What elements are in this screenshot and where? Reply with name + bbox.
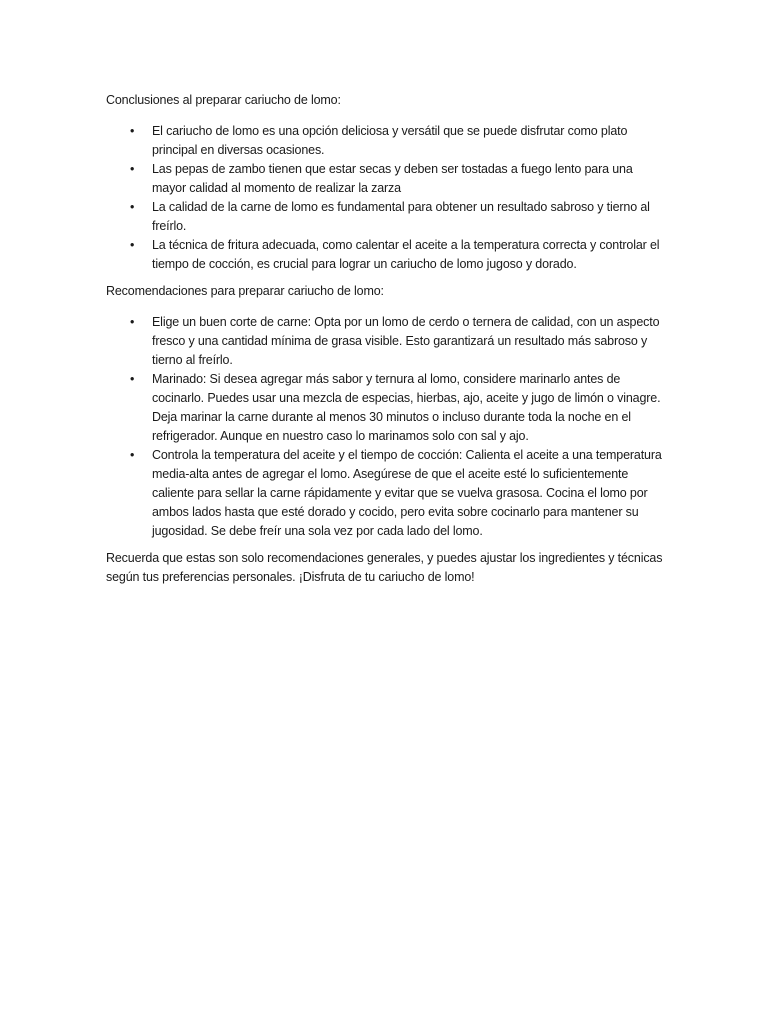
bullet-icon: • bbox=[130, 448, 135, 462]
bullet-icon: • bbox=[130, 238, 135, 252]
bullet-icon: • bbox=[130, 200, 135, 214]
recommendations-list bbox=[106, 313, 666, 541]
bullet-icon: • bbox=[130, 372, 135, 386]
list-item bbox=[106, 122, 666, 160]
list-item-text: Elige un buen corte de carne: Opta por un lomo de cerdo o ternera de calidad, con un aspecto fresco y una cantidad mínima de grasa visible. Esto garantizará un resultado más sabroso y tierno al freírlo. bbox=[152, 315, 660, 367]
list-item-text: La calidad de la carne de lomo es fundamental para obtener un resultado sabroso y tierno al freírlo. bbox=[152, 200, 650, 233]
list-item bbox=[106, 236, 666, 274]
closing-paragraph: Recuerda que estas son solo recomendaciones generales, y puedes ajustar los ingredientes y técnicas según tus preferencias personales. ¡Disfruta de tu cariucho de lomo! bbox=[106, 551, 663, 584]
bullet-icon: • bbox=[130, 162, 135, 176]
conclusions-list bbox=[106, 122, 666, 274]
list-item-text: La técnica de fritura adecuada, como calentar el aceite a la temperatura correcta y controlar el tiempo de cocción, es crucial para lograr un cariucho de lomo jugoso y dorado. bbox=[152, 238, 660, 271]
conclusions-heading: Conclusiones al preparar cariucho de lomo: bbox=[106, 93, 341, 107]
recommendations-heading: Recomendaciones para preparar cariucho de lomo: bbox=[106, 284, 384, 298]
list-item bbox=[106, 313, 666, 370]
list-item-text: El cariucho de lomo es una opción deliciosa y versátil que se puede disfrutar como plato principal en diversas ocasiones. bbox=[152, 124, 628, 157]
list-item-text: Las pepas de zambo tienen que estar secas y deben ser tostadas a fuego lento para una mayor calidad al momento de realizar la zarza bbox=[152, 162, 633, 195]
list-item bbox=[106, 160, 666, 198]
list-item-text: Marinado: Si desea agregar más sabor y ternura al lomo, considere marinarlo antes de cocinarlo. Puedes usar una mezcla de especias, hierbas, ajo, aceite y jugo de limón o vinagre. Deja marinar la carne durante al menos 30 minutos o incluso durante toda la noche en el refrigerador. Aunque en nuestro caso lo marinamos solo con sal y ajo. bbox=[152, 372, 661, 443]
list-item bbox=[106, 370, 666, 446]
list-item-text: Controla la temperatura del aceite y el tiempo de cocción: Calienta el aceite a una temperatura media-alta antes de agregar el lomo. Asegúrese de que el aceite esté lo suficientemente caliente para sellar la carne rápidamente y evitar que se vuelva grasosa. Cocina el lomo por ambos lados hasta que esté dorado y cocido, pero evita sobre cocinarlo para mantener su jugosidad. Se debe freír una sola vez por cada lado del lomo. bbox=[152, 448, 662, 538]
bullet-icon: • bbox=[130, 124, 135, 138]
list-item bbox=[106, 446, 666, 541]
list-item bbox=[106, 198, 666, 236]
bullet-icon: • bbox=[130, 315, 135, 329]
document-page bbox=[106, 91, 666, 587]
